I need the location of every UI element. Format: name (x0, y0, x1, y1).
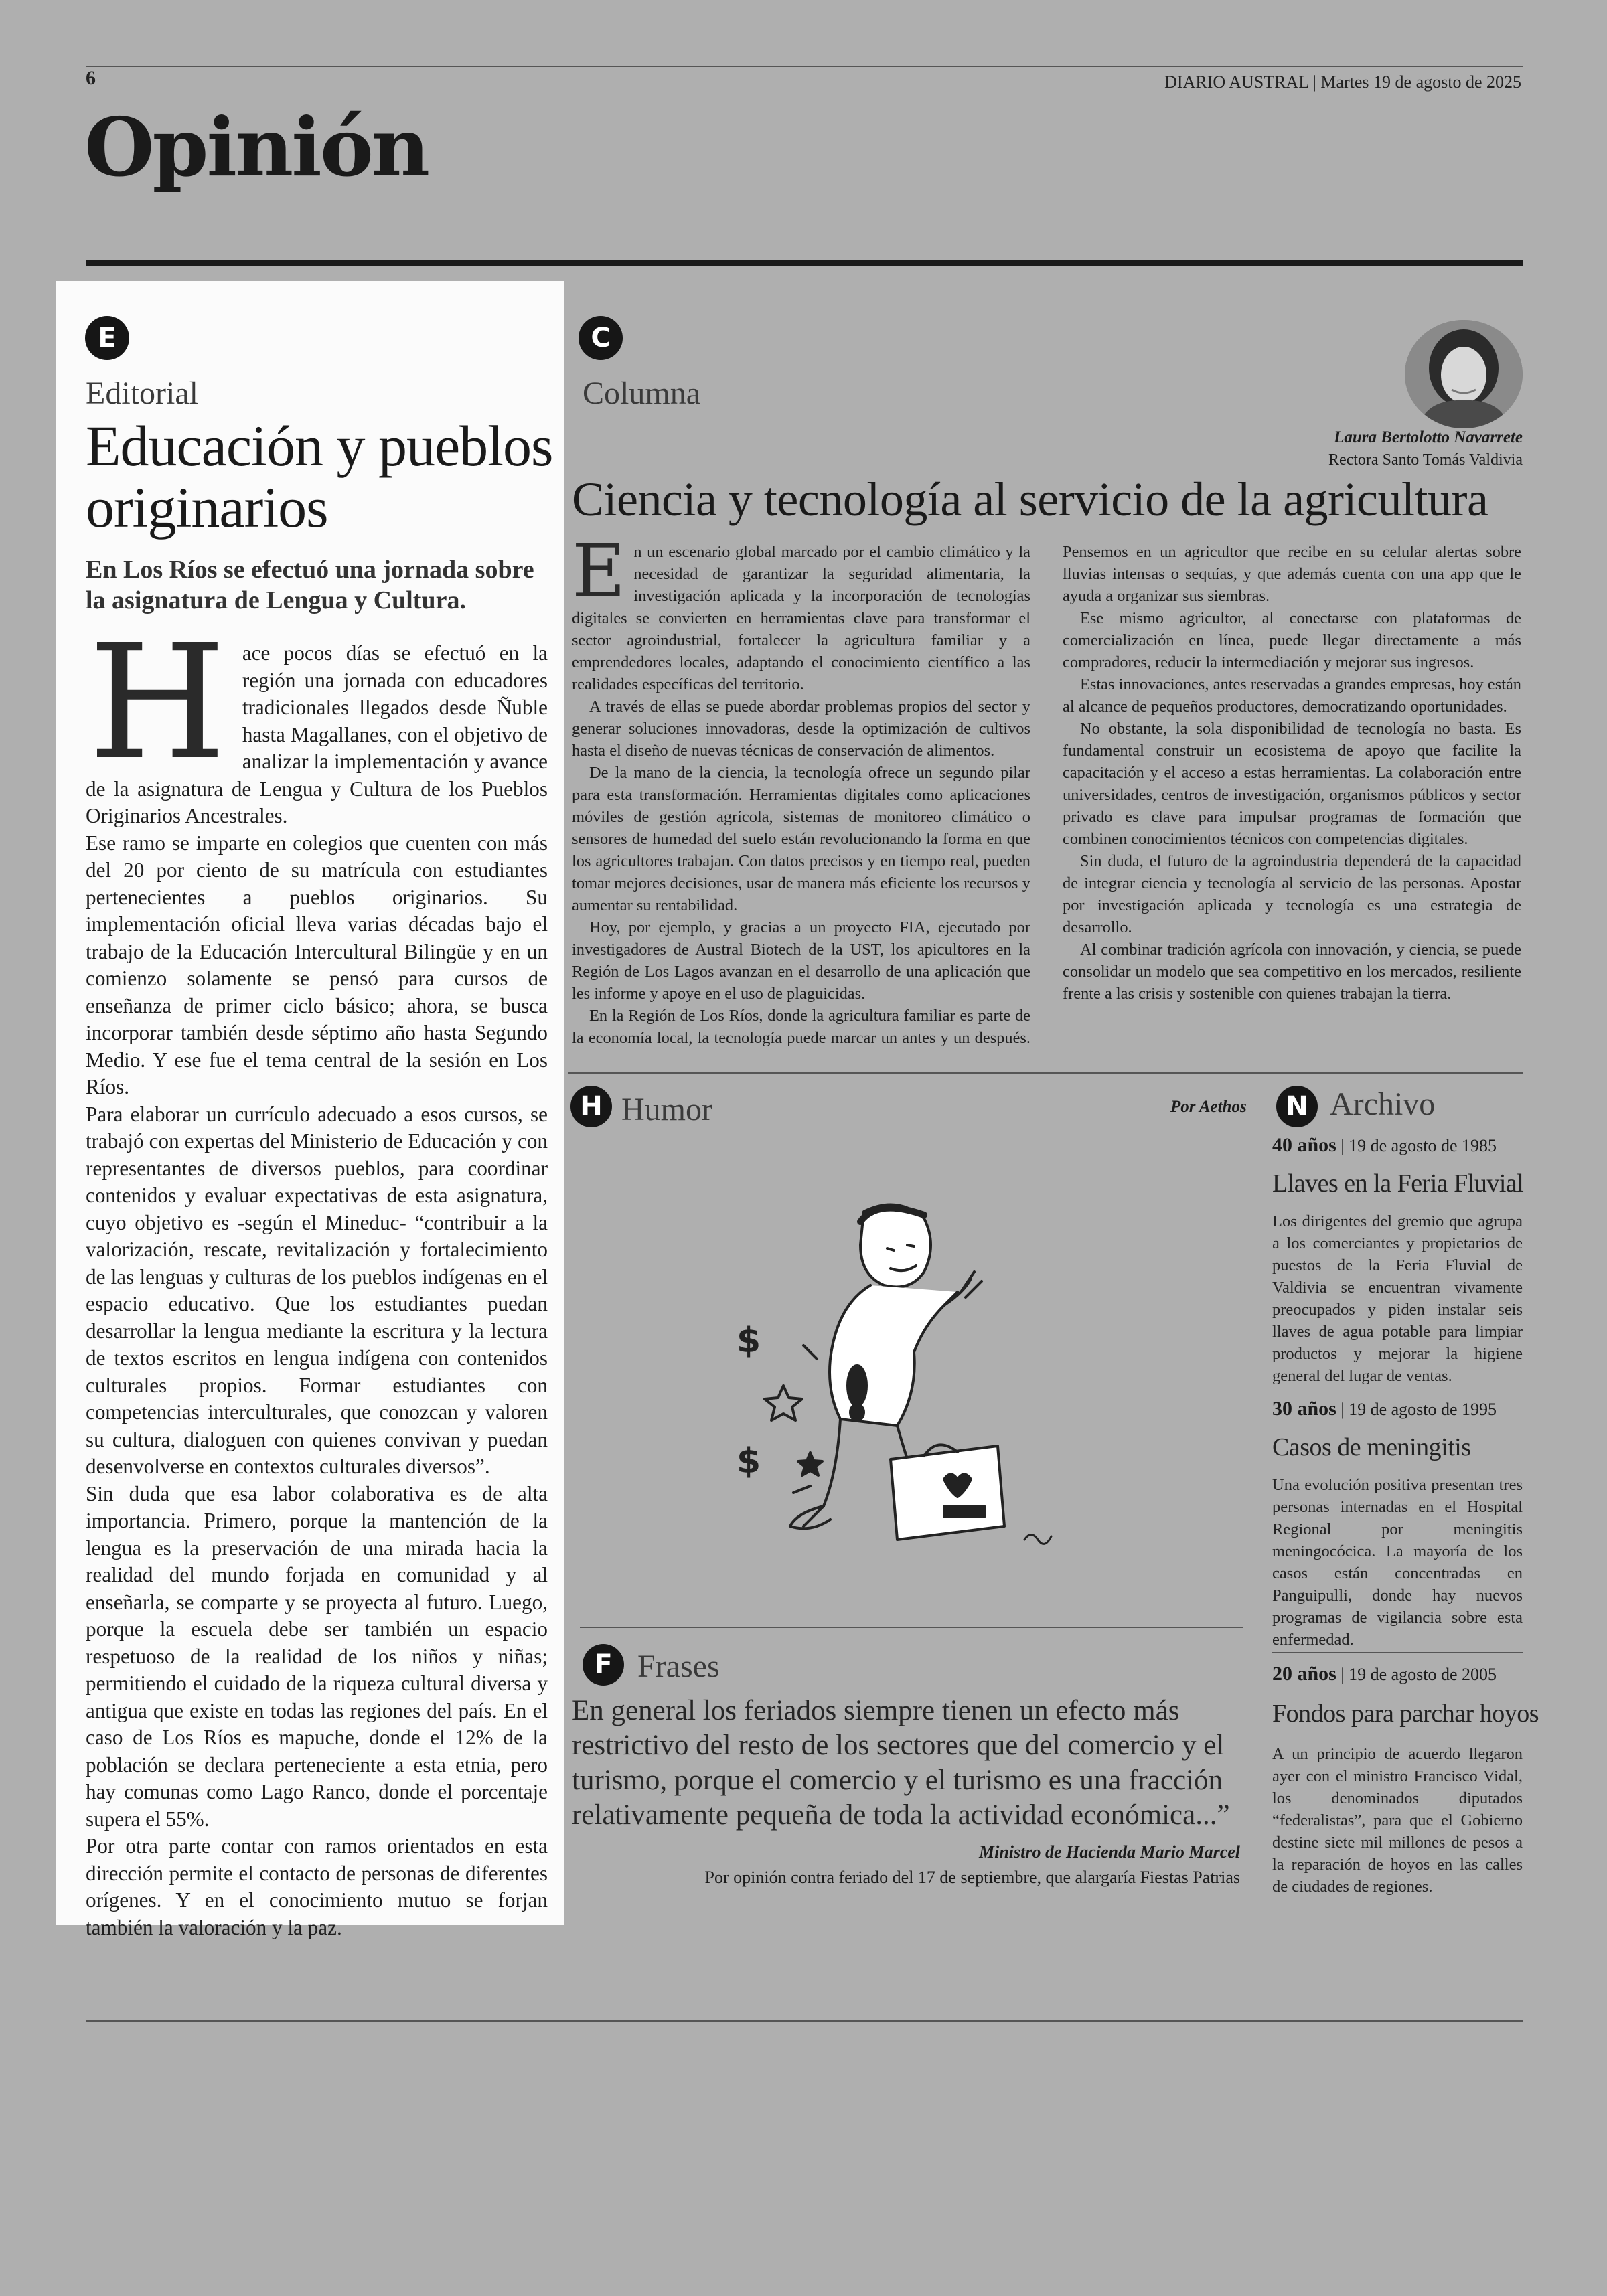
archivo-date: 19 de agosto de 2005 (1349, 1665, 1497, 1684)
column-paragraph: Hoy, por ejemplo, y gracias a un proyecto FIA, ejecutado por investigadores de Austral Biotech de la UST, los apicultores en la Región de Los Lagos avanzan en el desarrollo de una aplicación que les informe y apoye en el uso de plaguicidas. (572, 918, 1030, 1003)
author-role: Rectora Santo Tomás Valdivia (1328, 451, 1523, 469)
archivo-body: Una evolución positiva presentan tres personas internadas en el Hospital Regional por meningitis meningocócica. La mayoría de los casos están concentradas en Panguipulli, donde hay nuevos programas de vigilancia sobre esta enfermedad. (1272, 1476, 1523, 1649)
editorial-paragraph: Ese ramo se imparte en colegios que cuenten con más del 20 por ciento de su matrícula con estudiantes pertenecientes a pueblos originarios. Su implementación oficial lleva varias décadas bajo el trabajo de la Educación Intercultural Bilingüe y en un comienzo solamente se pensó para cursos de enseñanza de primer ciclo básico; ahora, se busca incorporar también desde séptimo año hasta Segundo Medio. Y ese fue el tema central de la sesión en Los Ríos. (86, 831, 548, 1098)
svg-text:$: $ (737, 1441, 761, 1481)
editorial-body (86, 610, 548, 1941)
frase-speaker: Ministro de Hacienda Mario Marcel (978, 1842, 1240, 1862)
editorial-dropcap: H (88, 610, 226, 795)
mid-rule (568, 1072, 1523, 1074)
archivo-body: A un principio de acuerdo llegaron ayer con el ministro Francisco Vidal, los denominados diputados “federalistas”, para que el Gobierno destine siete mil millones de pesos a la reparación de hoyos en las calles de ciudades de regiones. (1272, 1745, 1523, 1896)
column-body (572, 528, 1521, 1056)
frases-kicker: Frases (637, 1649, 720, 1684)
archivo-rule (1272, 1652, 1523, 1653)
humor-badge: H (570, 1086, 612, 1127)
column-kicker: Columna (583, 376, 700, 411)
column-paragraph: No obstante, la sola disponibilidad de tecnología no basta. Es fundamental construir un ecosistema de apoyo que facilite la capacitación y el acceso a estas herramientas. La colaboración entre universidades, centros de investigación, organismos públicos y sector privado es clave para impulsar programas de formación que combinen conocimientos técnicos con competencias digitales. (1063, 720, 1521, 848)
top-rule (86, 66, 1523, 67)
column-headline: Ciencia y tecnología al servicio de la agricultura (572, 473, 1488, 526)
page-number: 6 (86, 67, 96, 89)
archivo-meta: 30 años | 19 de agosto de 1995 (1272, 1398, 1497, 1420)
editorial-paragraph: ace pocos días se efectuó en la región una jornada con educadores tradicionales llegados desde Ñuble hasta Magallanes, con el objetivo de analizar la implementación y avance de la asignatura de Lengua y Cultura de los Pueblos Originarios Ancestrales. (86, 641, 548, 827)
column-paragraph: En la Región de Los Ríos, donde la agricultura familiar es parte de la economía local, la tecnología puede marcar un antes y un después. Pensemos en un agricultor que recibe en su celular alertas sobre lluvias intensas o sequías, y que además cuenta con una app que le ayuda a organizar sus siembras. (572, 543, 1521, 1047)
archivo-title: Llaves en la Feria Fluvial (1272, 1169, 1524, 1198)
bottom-rule (86, 2020, 1523, 2022)
column-paragraph: Al combinar tradición agrícola con innovación, y ciencia, se puede consolidar un modelo que sea competitivo en los mercados, resiliente frente a las crisis y sostenible con quienes trabajan la tierra. (1063, 940, 1521, 1003)
editorial-kicker: Editorial (86, 376, 198, 411)
frase-quote: En general los feriados siempre tienen un efecto más restrictivo del resto de los sectores que del comercio y el turismo, porque el comercio y el turismo es una fracción relativamente pequeña de toda la actividad económica...” (572, 1695, 1230, 1831)
column-badge: C (579, 316, 623, 360)
section-title: Opinión (84, 100, 429, 195)
archivo-date: 19 de agosto de 1985 (1349, 1136, 1497, 1155)
archivo-years: 30 años (1272, 1398, 1336, 1420)
column-paragraph: Sin duda, el futuro de la agroindustria dependerá de la capacidad de integrar ciencia y tecnología al servicio de las personas. Apostar por investigación aplicada y tecnología es una estrategia de desarrollo. (1063, 852, 1521, 936)
column-paragraph: Ese mismo agricultor, al conectarse con plataformas de comercialización en línea, puede llegar directamente a más compradores, reducir la intermediación y mejorar sus ingresos. (1063, 609, 1521, 671)
humor-kicker: Humor (621, 1092, 712, 1127)
section-rule (86, 260, 1523, 266)
archivo-title: Fondos para parchar hoyos (1272, 1700, 1539, 1728)
editorial-badge: E (85, 316, 129, 360)
humor-cartoon (723, 1192, 1058, 1580)
frase-context: Por opinión contra feriado del 17 de septiembre, que alargaría Fiestas Patrias (704, 1868, 1240, 1887)
humor-author: Por Aethos (1170, 1098, 1247, 1116)
archivo-title: Casos de meningitis (1272, 1433, 1471, 1461)
column-dropcap: E (572, 528, 626, 614)
author-name: Laura Bertolotto Navarrete (1334, 428, 1523, 446)
editorial-paragraph: Por otra parte contar con ramos orientados en esta dirección permite el contacto de personas de diferentes orígenes. Y en el conocimiento mutuo se forjan también la valoración y la paz. (86, 1834, 548, 1939)
archivo-years: 40 años (1272, 1134, 1336, 1156)
archivo-date: 19 de agosto de 1995 (1349, 1400, 1497, 1419)
editorial-subhead: En Los Ríos se efectuó una jornada sobre la asignatura de Lengua y Cultura. (86, 556, 534, 614)
column-paragraph: n un escenario global marcado por el cambio climático y la necesidad de garantizar la seguridad alimentaria, la investigación aplicada y la incorporación de tecnologías digitales se convierten en herramientas clave para transformar el sector agroindustrial, fortalecer la agricultura familiar y a emprendedores locales, adaptando el conocimiento científico a las realidades específicas del territorio. (572, 543, 1030, 693)
archivo-kicker: Archivo (1330, 1086, 1436, 1122)
author-photo (1405, 320, 1523, 428)
editorial-paragraph: Sin duda que esa labor colaborativa es de alta importancia. Primero, porque la mantención de la lengua es la preservación de una mirada hacia la realidad del mundo forjada en comunidad y al enseñarla, se comparte y se proyecta al futuro. Luego, porque la escuela debe ser también un espacio respetuoso de la realidad de los niños y niñas; permitiendo el cuidado de la riqueza cultural diversa y antigua que existe en todas las regiones del país. En el caso de Los Ríos es mapuche, donde el 12% de la población se declara perteneciente a esta etnia, pero hay comunas como Lago Ranco, donde el porcentaje supera el 55%. (86, 1481, 548, 1831)
editorial-headline: Educación y pueblos originarios (86, 414, 553, 540)
archivo-years: 20 años (1272, 1663, 1336, 1685)
frases-badge: F (583, 1644, 624, 1686)
archivo-meta: 40 años | 19 de agosto de 1985 (1272, 1134, 1497, 1156)
column-paragraph: De la mano de la ciencia, la tecnología ofrece un segundo pilar para esta transformación. Herramientas digitales como aplicaciones móviles de gestión agrícola, sistemas de monitoreo climático o sensores de humedad del suelo están revolucionando la forma en que los agricultores trabajan. Con datos precisos y en tiempo real, pueden tomar mejores decisiones, usar de manera más eficiente los recursos y aumentar su rentabilidad. (572, 764, 1030, 914)
svg-text:$: $ (737, 1321, 761, 1361)
archivo-meta: 20 años | 19 de agosto de 2005 (1272, 1663, 1497, 1685)
column-paragraph: A través de ellas se puede abordar problemas propios del sector y generar soluciones innovadoras, desde la optimización de cultivos hasta el diseño de nuevas técnicas de conservación de alimentos. (572, 698, 1030, 760)
archivo-badge: N (1276, 1086, 1318, 1127)
frases-top-rule (580, 1627, 1243, 1628)
archivo-body: Los dirigentes del gremio que agrupa a los comerciantes y propietarios de puestos de la Feria Fluvial de Valdivia se encuentran vivamente preocupados y piden instalar seis llaves de agua potable para limpiar productos y mejorar la higiene general del lugar de ventas. (1272, 1212, 1523, 1385)
column-paragraph: Estas innovaciones, antes reservadas a grandes empresas, hoy están al alcance de pequeños productores, democratizando oportunidades. (1063, 675, 1521, 716)
masthead: DIARIO AUSTRAL | Martes 19 de agosto de 2025 (1164, 72, 1521, 92)
editorial-paragraph: Para elaborar un currículo adecuado a esos cursos, se trabajó con expertas del Ministerio de Educación y con representantes de diversos pueblos, para coordinar contenidos y evaluar expectativas de esta asignatura, cuyo objetivo es -según el Mineduc- “contribuir a la valorización, rescate, revitalización y fortalecimiento de las lenguas y culturas de los pueblos indígenas en el espacio educativo. Que los estudiantes puedan desarrollar la lengua mediante la escritura y la lectura de textos escritos en lengua indígena con contenidos culturales propios. Formar estudiantes con competencias interculturales, que conozcan y valoren su cultura, dialoguen con quienes convivan y puedan desenvolverse en contextos culturales diversos”. (86, 1102, 548, 1478)
